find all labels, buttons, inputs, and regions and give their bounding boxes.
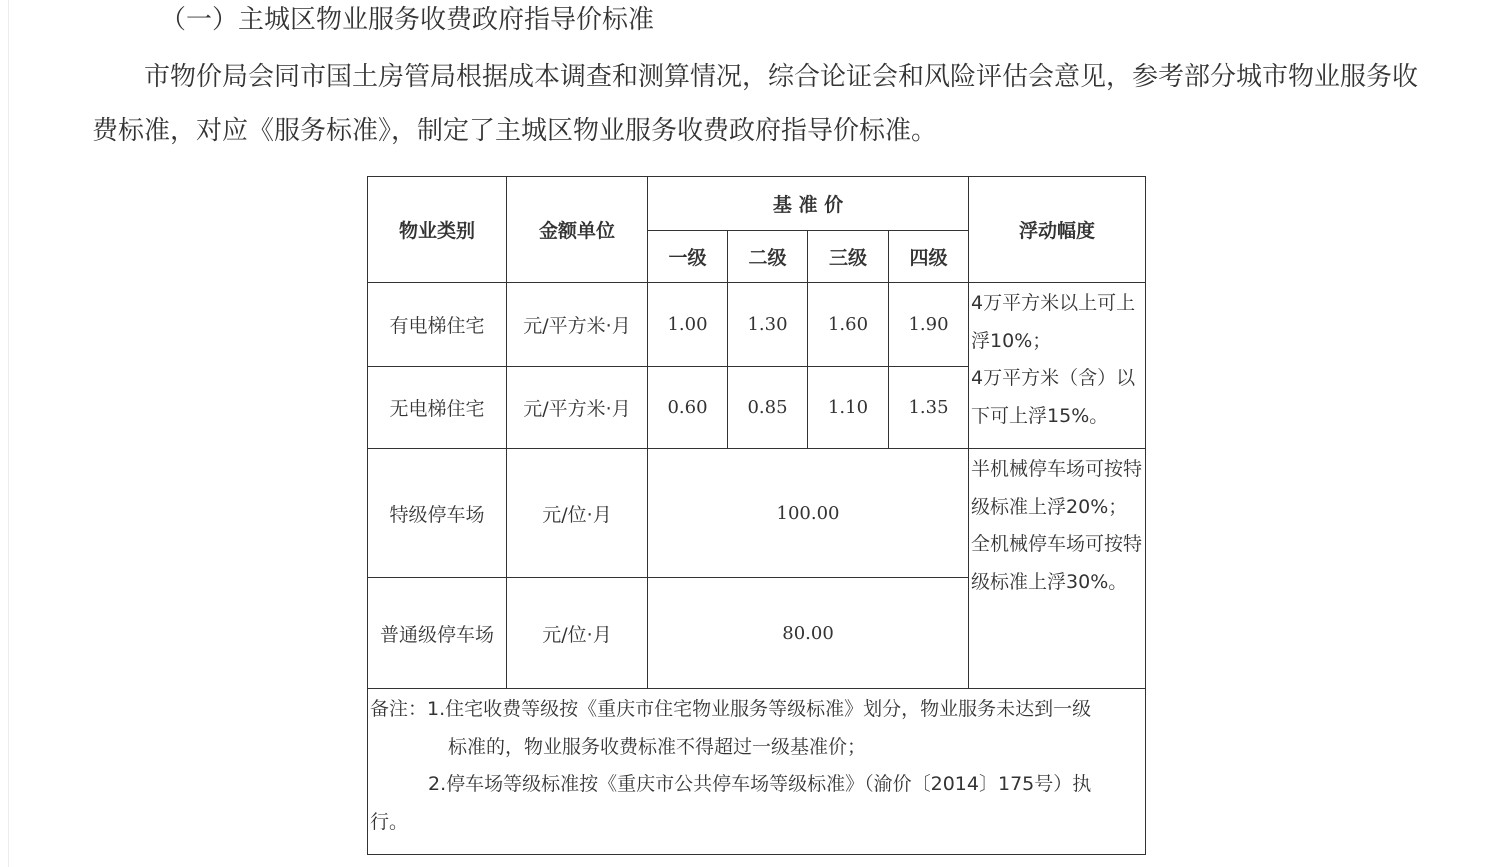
note-line1: 备注：1.住宅收费等级按《重庆市住宅物业服务等级标准》划分，物业服务未达到一级 [370, 698, 1092, 720]
intro-paragraph: 市物价局会同市国土房管局根据成本调查和测算情况，综合论证会和风险评估会意见，参考部分城市物业服务收费标准，对应《服务标准》，制定了主城区物业服务收费政府指导价标准。 [92, 62, 1419, 146]
header-category: 物业类别 [368, 177, 507, 283]
row-price: 0.60 [648, 367, 728, 449]
float-residential-line1: 4万平方米以上可上浮10%； [971, 292, 1136, 352]
row-unit: 元/平方米·月 [507, 367, 648, 449]
float-residential-line2: 4万平方米（含）以下可上浮15%。 [971, 367, 1136, 427]
row-price: 1.10 [808, 367, 889, 449]
float-residential [969, 283, 1146, 449]
note-line2: 标准的，物业服务收费标准不得超过一级基准价； [448, 735, 867, 758]
row-unit: 元/平方米·月 [507, 283, 648, 367]
header-base-price: 基 准 价 [648, 177, 969, 231]
header-level-1: 一级 [648, 231, 728, 283]
row-category: 特级停车场 [368, 449, 507, 578]
row-price: 1.30 [728, 283, 808, 367]
float-parking-line1: 半机械停车场可按特级标准上浮20%； [971, 458, 1143, 518]
note-line4: 行。 [370, 810, 409, 833]
section-heading: （一）主城区物业服务收费政府指导价标准 [160, 5, 655, 35]
table-row [368, 283, 1146, 367]
float-parking [969, 449, 1146, 689]
row-unit: 元/位·月 [507, 578, 648, 689]
header-level-4: 四级 [889, 231, 969, 283]
table-note [368, 689, 1146, 855]
row-price: 80.00 [648, 578, 969, 689]
row-category: 无电梯住宅 [368, 367, 507, 449]
row-price: 100.00 [648, 449, 969, 578]
row-price: 1.90 [889, 283, 969, 367]
row-unit: 元/位·月 [507, 449, 648, 578]
row-price: 0.85 [728, 367, 808, 449]
float-parking-line2: 全机械停车场可按特级标准上浮30%。 [971, 533, 1143, 593]
row-category: 普通级停车场 [368, 578, 507, 689]
table-row [368, 449, 1146, 578]
fee-standard-table [367, 176, 1146, 855]
header-level-2: 二级 [728, 231, 808, 283]
row-price: 1.00 [648, 283, 728, 367]
row-category: 有电梯住宅 [368, 283, 507, 367]
header-unit: 金额单位 [507, 177, 648, 283]
note-line3: 2.停车场等级标准按《重庆市公共停车场等级标准》（渝价〔2014〕175号）执 [428, 773, 1092, 795]
row-price: 1.60 [808, 283, 889, 367]
row-price: 1.35 [889, 367, 969, 449]
header-level-3: 三级 [808, 231, 889, 283]
header-float: 浮动幅度 [969, 177, 1146, 283]
